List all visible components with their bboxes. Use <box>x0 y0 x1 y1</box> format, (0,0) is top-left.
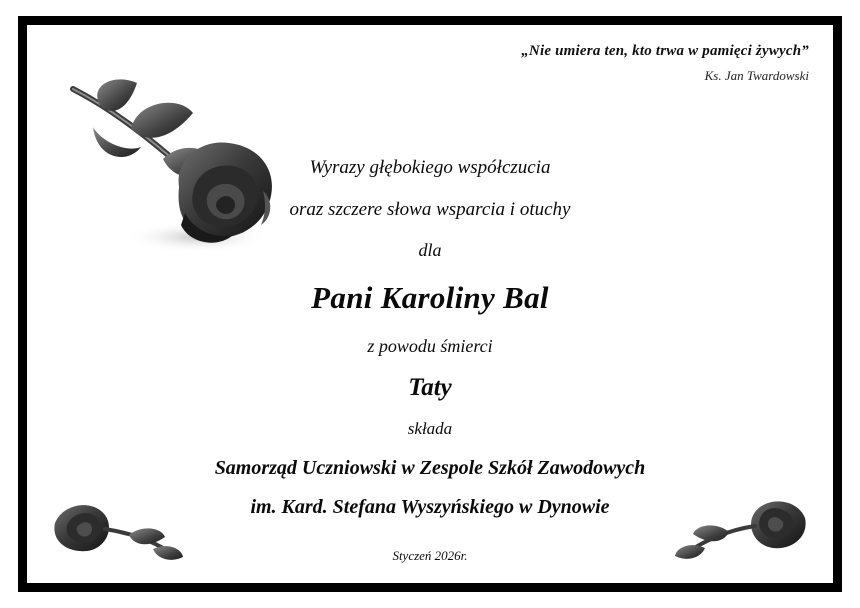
reason-label: z powodu śmierci <box>367 336 493 357</box>
quote-text: „Nie umiera ten, kto trwa w pamięci żywych” <box>521 43 809 59</box>
message-body <box>27 155 833 565</box>
for-label: dla <box>418 240 442 261</box>
deceased-relation: Taty <box>408 373 452 401</box>
organization-line-1: Samorząd Uczniowski w Zespole Szkół Zawodowych <box>214 457 646 480</box>
quote-block <box>521 41 809 86</box>
intro-line-1: Wyrazy głębokiego współczucia <box>309 157 551 178</box>
quote-author: Ks. Jan Twardowski <box>704 67 809 83</box>
notice-date: Styczeń 2026r. <box>392 548 468 564</box>
mourning-frame <box>18 16 842 592</box>
organization-line-2: im. Kard. Stefana Wyszyńskiego w Dynowie <box>250 496 610 519</box>
card-inner <box>27 25 833 583</box>
signed-label: składa <box>407 419 453 439</box>
intro-line-2: oraz szczere słowa wsparcia i otuchy <box>289 198 571 220</box>
recipient-name: Pani Karoliny Bal <box>311 279 549 315</box>
